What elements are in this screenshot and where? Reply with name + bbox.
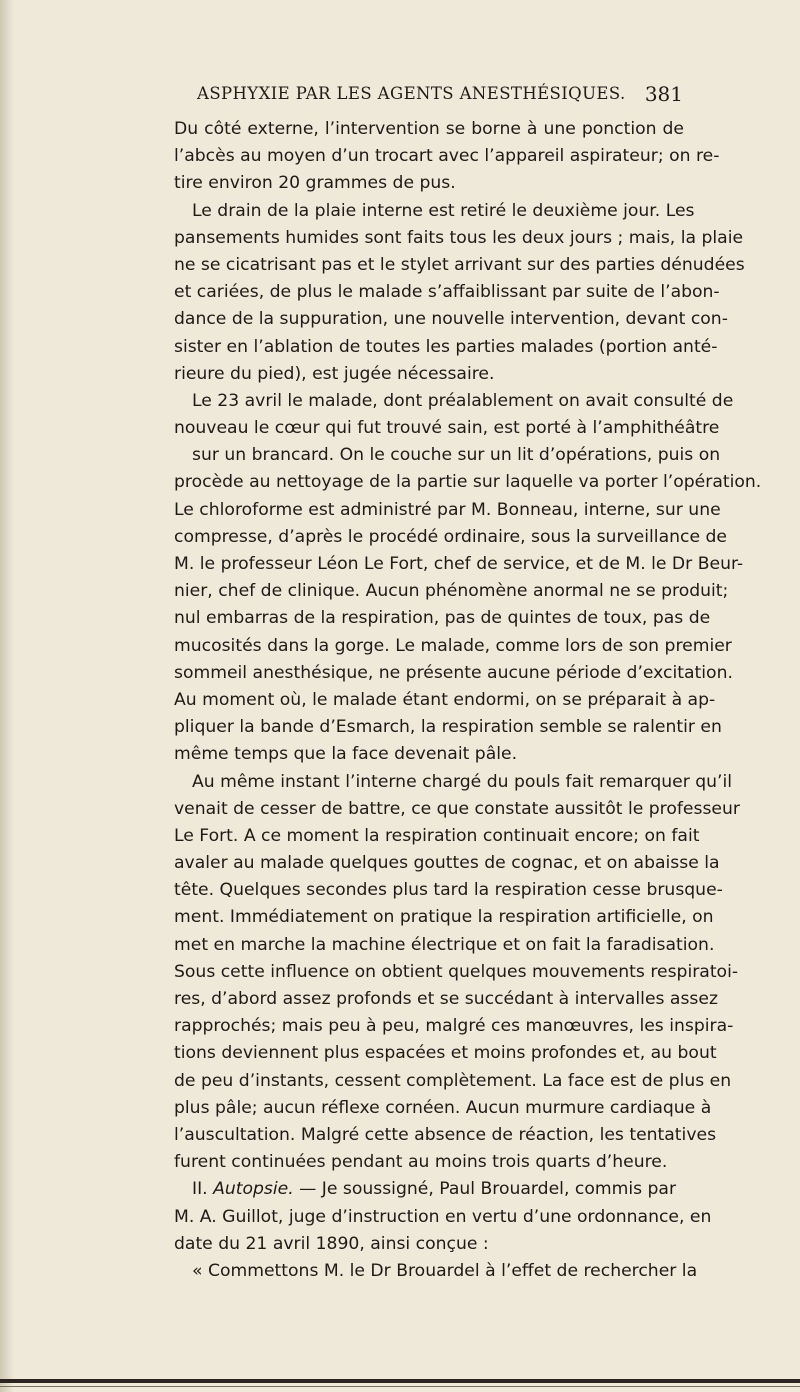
text-line: pansements humides sont faits tous les deux jours ; mais, la plaie xyxy=(174,227,744,248)
text-line: nier, chef de clinique. Aucun phénomène anormal ne se produit; xyxy=(174,581,729,602)
text-line: Du côté externe, l’intervention se borne à une ponction de xyxy=(174,119,684,139)
text-line: tire environ 20 grammes de pus. xyxy=(174,173,456,194)
text-line: « Commettons M. le Dr Brouardel à l’effet de rechercher la xyxy=(192,1260,698,1281)
text-line: venait de cesser de battre, ce que constate aussitôt le professeur xyxy=(174,798,740,819)
text-line: de peu d’instants, cessent complètement. La face est de plus en xyxy=(174,1070,732,1091)
body-text xyxy=(174,116,762,1285)
text-line: M. A. Guillot, juge d’instruction en vertu d’une ordonnance, en xyxy=(174,1206,712,1227)
running-title: ASPHYXIE PAR LES AGENTS ANESTHÉSIQUES. xyxy=(197,84,626,103)
text-line: l’auscultation. Malgré cette absence de réaction, les tentatives xyxy=(174,1124,717,1145)
text-line: même temps que la face devenait pâle. xyxy=(174,744,518,765)
text-line: Le 23 avril le malade, dont préalablement on avait consulté de xyxy=(192,390,734,411)
text-line: et cariées, de plus le malade s’affaiblissant par suite de l’abon- xyxy=(174,282,720,303)
text-line: Le drain de la plaie interne est retiré le deuxième jour. Les xyxy=(192,200,695,221)
text-line: date du 21 avril 1890, ainsi conçue : xyxy=(174,1233,489,1254)
page-number: 381 xyxy=(644,82,683,106)
text-line: sur un brancard. On le couche sur un lit d’opérations, puis on xyxy=(192,445,721,466)
page-bottom-edge xyxy=(0,1379,800,1383)
text-line: l’abcès au moyen d’un trocart avec l’appareil aspirateur; on re- xyxy=(174,146,720,167)
section-number: II. xyxy=(192,1179,214,1200)
text-line: mucosités dans la gorge. Le malade, comme lors de son premier xyxy=(174,635,732,656)
text-line: ment. Immédiatement on pratique la respiration artificielle, on xyxy=(174,907,714,928)
text-line: ne se cicatrisant pas et le stylet arrivant sur des parties dénudées xyxy=(174,254,745,275)
text-line: res, d’abord assez profonds et se succédant à intervalles assez xyxy=(174,989,718,1009)
binding-shadow xyxy=(0,0,14,1392)
text-line: Au moment où, le malade étant endormi, on se préparait à ap- xyxy=(174,689,716,710)
text-line: met en marche la machine électrique et on fait la faradisation. xyxy=(174,934,715,955)
text-line: Au même instant l’interne chargé du pouls fait remarquer qu’il xyxy=(192,771,733,792)
page-header xyxy=(197,84,683,112)
text-line: dance de la suppuration, une nouvelle intervention, devant con- xyxy=(174,309,728,330)
section-title-autopsie: Autopsie. xyxy=(213,1179,294,1200)
text-line: rieure du pied), est jugée nécessaire. xyxy=(174,363,495,384)
text-line: sister en l’ablation de toutes les parties malades (portion anté- xyxy=(174,336,718,357)
section-text: — Je soussigné, Paul Brouardel, commis par xyxy=(293,1179,677,1200)
text-line: avaler au malade quelques gouttes de cognac, et on abaisse la xyxy=(174,853,720,874)
text-line: compresse, d’après le procédé ordinaire, sous la surveillance de xyxy=(174,526,727,547)
text-line: rapprochés; mais peu à peu, malgré ces manœuvres, les inspira- xyxy=(174,1016,734,1037)
page-bottom-edge-shadow xyxy=(0,1386,800,1387)
text-line: tête. Quelques secondes plus tard la respiration cesse brusque- xyxy=(174,880,723,901)
text-line: M. le professeur Léon Le Fort, chef de service, et de M. le Dr Beur- xyxy=(174,554,744,574)
text-line: plus pâle; aucun réflexe cornéen. Aucun murmure cardiaque à xyxy=(174,1097,712,1118)
text-line: nouveau le cœur qui fut trouvé sain, est porté à l’amphithéâtre xyxy=(174,418,720,439)
text-line: nul embarras de la respiration, pas de quintes de toux, pas de xyxy=(174,608,711,629)
text-line: furent continuées pendant au moins trois quarts d’heure. xyxy=(174,1152,668,1173)
text-line: tions deviennent plus espacées et moins profondes et, au bout xyxy=(174,1043,717,1064)
text-line: Sous cette influence on obtient quelques mouvements respiratoi- xyxy=(174,961,739,982)
text-line: Le chloroforme est administré par M. Bonneau, interne, sur une xyxy=(174,499,721,520)
section-heading-line xyxy=(174,1176,684,1203)
text-line: sommeil anesthésique, ne présente aucune période d’excitation. xyxy=(174,662,733,683)
text-line: Le Fort. A ce moment la respiration continuait encore; on fait xyxy=(174,825,700,846)
text-line: procède au nettoyage de la partie sur laquelle va porter l’opération. xyxy=(174,472,762,493)
text-line: pliquer la bande d’Esmarch, la respiration semble se ralentir en xyxy=(174,717,722,738)
